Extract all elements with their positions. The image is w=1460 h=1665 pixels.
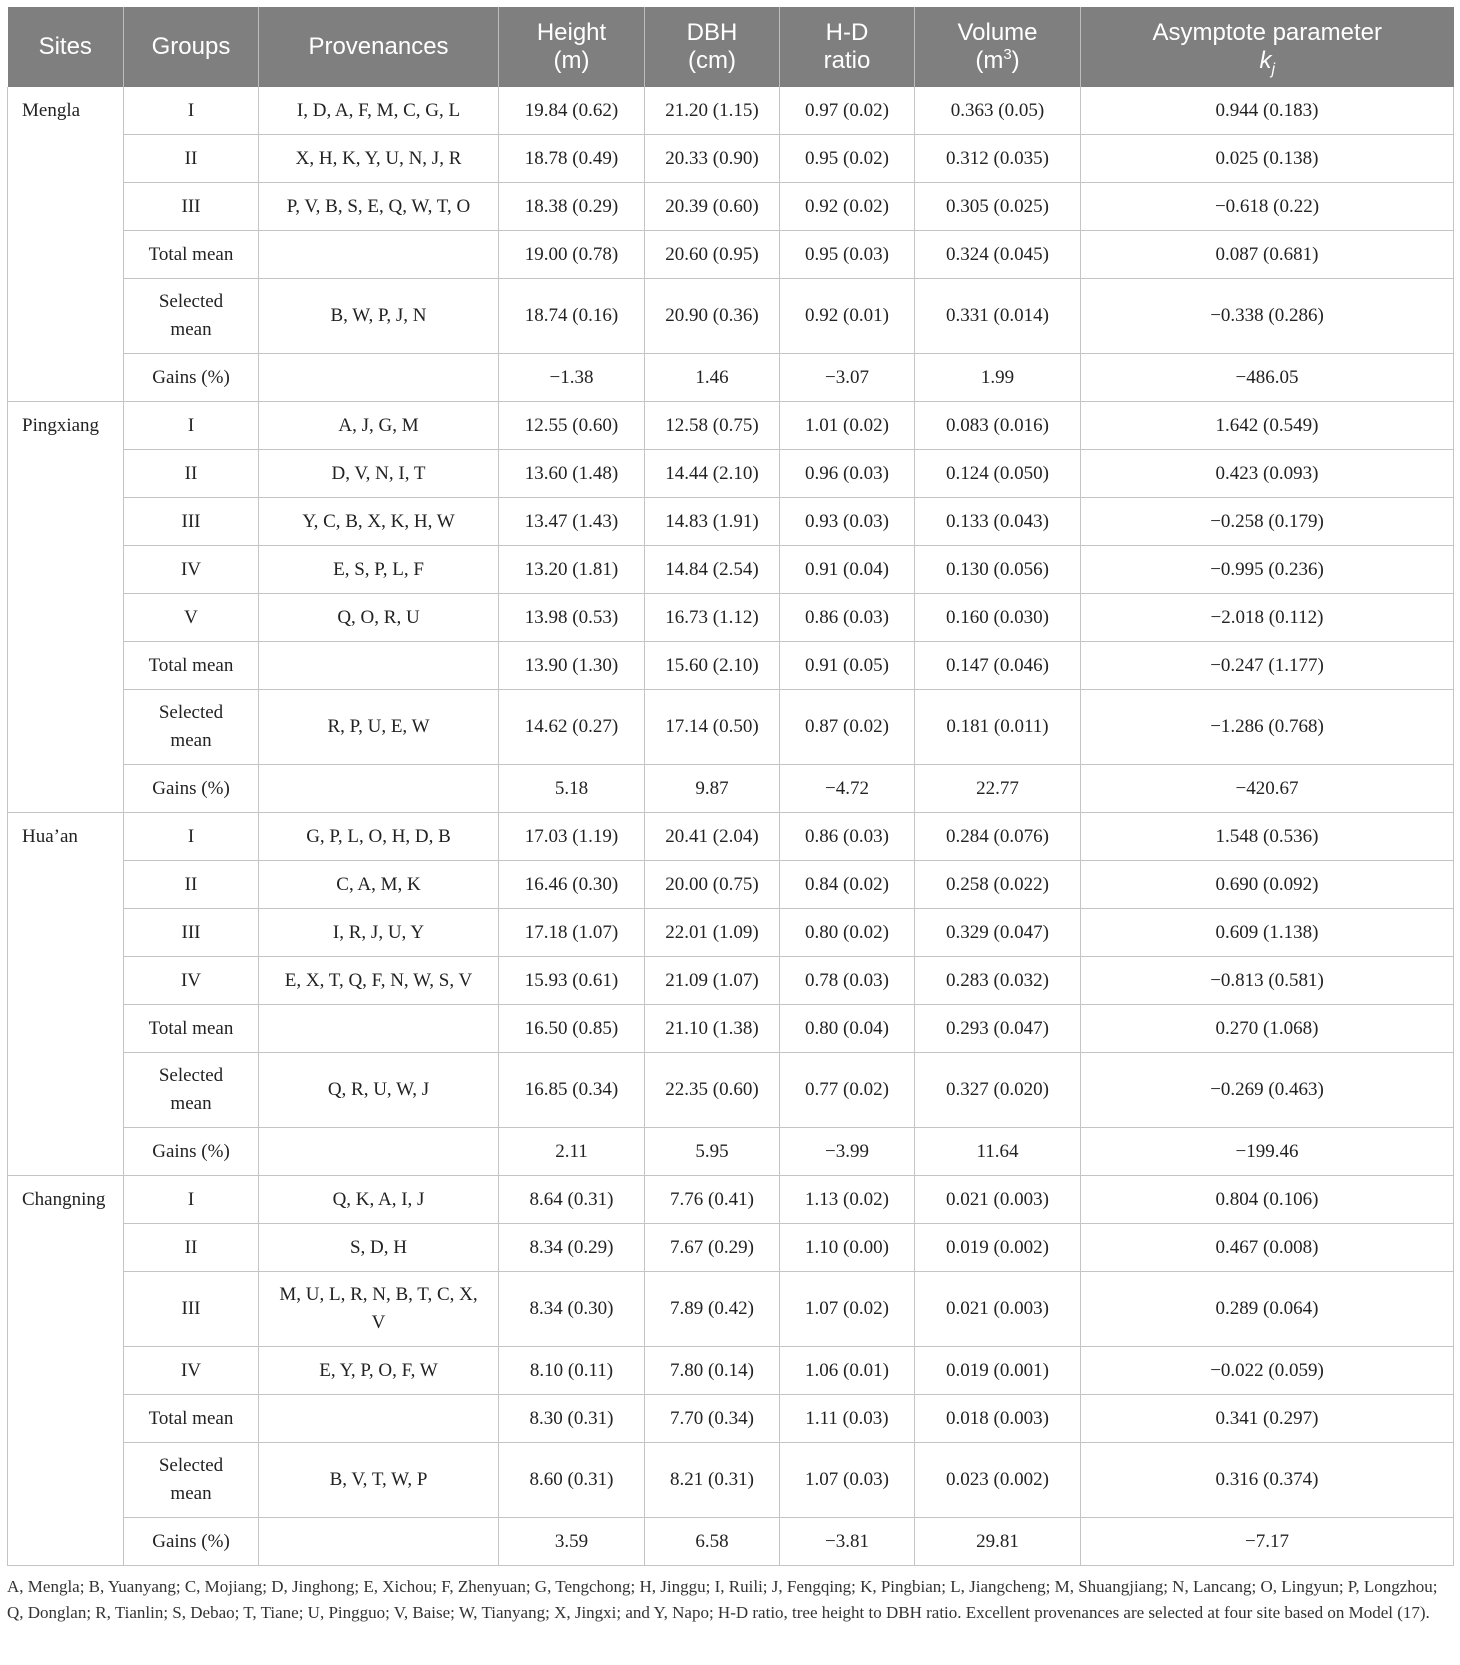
site-cell [8,690,124,765]
hd-ratio-cell: 0.84 (0.02) [780,861,915,909]
dbh-cell: 7.89 (0.42) [645,1272,780,1347]
dbh-cell: 21.10 (1.38) [645,1005,780,1053]
hd-ratio-cell: 1.11 (0.03) [780,1395,915,1443]
hd-ratio-cell: 1.06 (0.01) [780,1347,915,1395]
site-cell [8,957,124,1005]
table-row [8,1005,1454,1053]
height-cell: 13.60 (1.48) [499,450,645,498]
site-cell [8,279,124,354]
dbh-cell: 20.60 (0.95) [645,231,780,279]
table-row [8,135,1454,183]
table-row [8,546,1454,594]
dbh-cell: 14.44 (2.10) [645,450,780,498]
dbh-cell: 20.00 (0.75) [645,861,780,909]
volume-cell: 0.021 (0.003) [915,1176,1081,1224]
group-cell: Gains (%) [124,765,259,813]
site-cell [8,498,124,546]
table-row [8,1224,1454,1272]
site-cell [8,450,124,498]
site-cell [8,231,124,279]
volume-cell: 1.99 [915,354,1081,402]
volume-cell: 0.018 (0.003) [915,1395,1081,1443]
hd-ratio-cell: 0.95 (0.02) [780,135,915,183]
header-groups: Groups [124,7,259,87]
header-dbh: DBH (cm) [645,7,780,87]
asymptote-cell: −7.17 [1081,1518,1454,1566]
volume-cell: 0.284 (0.076) [915,813,1081,861]
dbh-cell: 7.67 (0.29) [645,1224,780,1272]
asymptote-cell: −1.286 (0.768) [1081,690,1454,765]
table-row [8,1272,1454,1347]
header-height: Height (m) [499,7,645,87]
height-cell: 16.50 (0.85) [499,1005,645,1053]
hd-ratio-cell: 0.92 (0.02) [780,183,915,231]
asymptote-cell: 0.423 (0.093) [1081,450,1454,498]
provenances-cell [259,1518,499,1566]
group-cell: III [124,183,259,231]
dbh-cell: 14.84 (2.54) [645,546,780,594]
dbh-cell: 17.14 (0.50) [645,690,780,765]
group-cell: III [124,909,259,957]
height-cell: 18.78 (0.49) [499,135,645,183]
volume-cell: 0.327 (0.020) [915,1053,1081,1128]
hd-ratio-cell: 1.10 (0.00) [780,1224,915,1272]
site-cell [8,183,124,231]
volume-cell: 0.023 (0.002) [915,1443,1081,1518]
height-cell: 2.11 [499,1128,645,1176]
volume-cell: 0.160 (0.030) [915,594,1081,642]
table-row [8,354,1454,402]
site-cell: Changning [8,1176,124,1224]
group-cell: Gains (%) [124,354,259,402]
asymptote-cell: −420.67 [1081,765,1454,813]
site-cell [8,1272,124,1347]
table-row [8,1128,1454,1176]
asymptote-cell: 1.548 (0.536) [1081,813,1454,861]
height-cell: 12.55 (0.60) [499,402,645,450]
dbh-cell: 12.58 (0.75) [645,402,780,450]
group-cell: I [124,87,259,135]
height-cell: 19.84 (0.62) [499,87,645,135]
site-cell [8,642,124,690]
dbh-cell: 9.87 [645,765,780,813]
volume-cell: 0.329 (0.047) [915,909,1081,957]
site-cell [8,1224,124,1272]
height-cell: 8.64 (0.31) [499,1176,645,1224]
dbh-cell: 5.95 [645,1128,780,1176]
asymptote-cell: −0.338 (0.286) [1081,279,1454,354]
site-cell [8,135,124,183]
header-asymptote: Asymptote parameter $k_j$ [1081,7,1454,87]
group-cell: III [124,1272,259,1347]
height-cell: 19.00 (0.78) [499,231,645,279]
table-row [8,279,1454,354]
header-hd-ratio: H-D ratio [780,7,915,87]
group-cell: Gains (%) [124,1128,259,1176]
hd-ratio-cell: 0.80 (0.02) [780,909,915,957]
asymptote-cell: 0.270 (1.068) [1081,1005,1454,1053]
dbh-cell: 21.20 (1.15) [645,87,780,135]
header-volume: Volume $(m^3)$ [915,7,1081,87]
table-row [8,402,1454,450]
dbh-cell: 1.46 [645,354,780,402]
provenances-cell [259,642,499,690]
height-cell: 5.18 [499,765,645,813]
site-cell [8,546,124,594]
hd-ratio-cell: 0.96 (0.03) [780,450,915,498]
hd-ratio-cell: 0.91 (0.05) [780,642,915,690]
provenances-cell: S, D, H [259,1224,499,1272]
volume-cell: 0.283 (0.032) [915,957,1081,1005]
site-cell [8,1395,124,1443]
volume-cell: 0.147 (0.046) [915,642,1081,690]
table-row [8,87,1454,135]
height-cell: 16.46 (0.30) [499,861,645,909]
hd-ratio-cell: −4.72 [780,765,915,813]
volume-cell: 0.331 (0.014) [915,279,1081,354]
dbh-cell: 21.09 (1.07) [645,957,780,1005]
table-row [8,1395,1454,1443]
hd-ratio-cell: 0.93 (0.03) [780,498,915,546]
provenances-cell: Y, C, B, X, K, H, W [259,498,499,546]
provenances-cell: A, J, G, M [259,402,499,450]
hd-ratio-cell: 1.07 (0.03) [780,1443,915,1518]
group-cell: Total mean [124,642,259,690]
asymptote-cell: −0.258 (0.179) [1081,498,1454,546]
height-cell: −1.38 [499,354,645,402]
provenances-cell: Q, O, R, U [259,594,499,642]
provenances-cell: M, U, L, R, N, B, T, C, X, V [259,1272,499,1347]
asymptote-cell: 0.316 (0.374) [1081,1443,1454,1518]
asymptote-cell: 0.609 (1.138) [1081,909,1454,957]
volume-cell: 0.363 (0.05) [915,87,1081,135]
table-row [8,450,1454,498]
site-cell: Hua’an [8,813,124,861]
table-row [8,1347,1454,1395]
table-row [8,1443,1454,1518]
volume-cell: 11.64 [915,1128,1081,1176]
provenances-cell [259,1005,499,1053]
asymptote-cell: −0.247 (1.177) [1081,642,1454,690]
volume-cell: 22.77 [915,765,1081,813]
volume-cell: 0.019 (0.002) [915,1224,1081,1272]
group-cell: IV [124,957,259,1005]
dbh-cell: 22.35 (0.60) [645,1053,780,1128]
hd-ratio-cell: −3.99 [780,1128,915,1176]
height-cell: 8.34 (0.30) [499,1272,645,1347]
group-cell: Selected mean [124,1053,259,1128]
provenances-cell [259,354,499,402]
provenances-cell: B, W, P, J, N [259,279,499,354]
provenances-cell: E, Y, P, O, F, W [259,1347,499,1395]
hd-ratio-cell: 0.80 (0.04) [780,1005,915,1053]
volume-cell: 0.021 (0.003) [915,1272,1081,1347]
dbh-cell: 7.80 (0.14) [645,1347,780,1395]
asymptote-cell: 0.341 (0.297) [1081,1395,1454,1443]
provenances-cell: I, D, A, F, M, C, G, L [259,87,499,135]
provenances-cell: X, H, K, Y, U, N, J, R [259,135,499,183]
provenances-cell [259,1395,499,1443]
asymptote-cell: −0.813 (0.581) [1081,957,1454,1005]
site-cell: Pingxiang [8,402,124,450]
hd-ratio-cell: −3.81 [780,1518,915,1566]
dbh-cell: 15.60 (2.10) [645,642,780,690]
height-cell: 3.59 [499,1518,645,1566]
header-row [8,7,1454,87]
provenances-cell: E, X, T, Q, F, N, W, S, V [259,957,499,1005]
asymptote-cell: 1.642 (0.549) [1081,402,1454,450]
dbh-cell: 7.70 (0.34) [645,1395,780,1443]
hd-ratio-cell: 0.77 (0.02) [780,1053,915,1128]
hd-ratio-cell: 0.95 (0.03) [780,231,915,279]
group-cell: I [124,402,259,450]
provenances-cell [259,1128,499,1176]
table-row [8,690,1454,765]
volume-cell: 0.324 (0.045) [915,231,1081,279]
asymptote-cell: −199.46 [1081,1128,1454,1176]
provenance-table [7,7,1454,1566]
site-cell [8,1518,124,1566]
provenances-cell: P, V, B, S, E, Q, W, T, O [259,183,499,231]
group-cell: IV [124,1347,259,1395]
volume-cell: 0.133 (0.043) [915,498,1081,546]
site-cell [8,1443,124,1518]
site-cell: Mengla [8,87,124,135]
table-body [8,87,1454,1566]
group-cell: Selected mean [124,1443,259,1518]
table-row [8,1518,1454,1566]
group-cell: V [124,594,259,642]
group-cell: Total mean [124,1005,259,1053]
table-row [8,957,1454,1005]
group-cell: I [124,813,259,861]
group-cell: III [124,498,259,546]
asymptote-cell: −0.022 (0.059) [1081,1347,1454,1395]
asymptote-cell: 0.289 (0.064) [1081,1272,1454,1347]
volume-cell: 0.293 (0.047) [915,1005,1081,1053]
height-cell: 8.10 (0.11) [499,1347,645,1395]
group-cell: II [124,1224,259,1272]
asymptote-cell: −0.618 (0.22) [1081,183,1454,231]
provenances-cell: I, R, J, U, Y [259,909,499,957]
volume-cell: 0.305 (0.025) [915,183,1081,231]
hd-ratio-cell: 1.13 (0.02) [780,1176,915,1224]
height-cell: 15.93 (0.61) [499,957,645,1005]
provenances-cell: E, S, P, L, F [259,546,499,594]
volume-cell: 0.258 (0.022) [915,861,1081,909]
provenances-cell [259,231,499,279]
provenances-cell [259,765,499,813]
volume-cell: 0.130 (0.056) [915,546,1081,594]
site-cell [8,909,124,957]
asymptote-cell: −2.018 (0.112) [1081,594,1454,642]
asymptote-cell: 0.690 (0.092) [1081,861,1454,909]
site-cell [8,1128,124,1176]
hd-ratio-cell: 0.86 (0.03) [780,594,915,642]
hd-ratio-cell: 0.78 (0.03) [780,957,915,1005]
table-row [8,861,1454,909]
asymptote-cell: −486.05 [1081,354,1454,402]
group-cell: II [124,861,259,909]
table-row [8,813,1454,861]
asymptote-cell: 0.804 (0.106) [1081,1176,1454,1224]
provenances-cell: Q, R, U, W, J [259,1053,499,1128]
provenances-cell: G, P, L, O, H, D, B [259,813,499,861]
height-cell: 13.98 (0.53) [499,594,645,642]
provenances-cell: B, V, T, W, P [259,1443,499,1518]
table-footnote: A, Mengla; B, Yuanyang; C, Mojiang; D, Jinghong; E, Xichou; F, Zhenyuan; G, Tengchong; H, Jinggu; I, Ruili; J, Fengqing; K, Pingbian; L, Jiangcheng; M, Shuangjiang; N, Lancang; O, Lingyun; P, Longzhou; Q, Donglan; R, Tianlin; S, Debao; T, Tiane; U, Pingguo; V, Baise; W, Tianyang; X, Jingxi; and Y, Napo; H-D ratio, tree height to DBH ratio. Excellent provenances are selected at four site based on Model (17). [7,1577,1438,1622]
site-cell [8,1005,124,1053]
height-cell: 13.20 (1.81) [499,546,645,594]
hd-ratio-cell: 0.92 (0.01) [780,279,915,354]
table-row [8,231,1454,279]
dbh-cell: 20.33 (0.90) [645,135,780,183]
height-cell: 16.85 (0.34) [499,1053,645,1128]
dbh-cell: 6.58 [645,1518,780,1566]
volume-cell: 0.124 (0.050) [915,450,1081,498]
dbh-cell: 8.21 (0.31) [645,1443,780,1518]
hd-ratio-cell: 0.97 (0.02) [780,87,915,135]
asymptote-cell: 0.025 (0.138) [1081,135,1454,183]
table-row [8,594,1454,642]
height-cell: 18.38 (0.29) [499,183,645,231]
hd-ratio-cell: 0.91 (0.04) [780,546,915,594]
asymptote-cell: 0.467 (0.008) [1081,1224,1454,1272]
height-cell: 17.18 (1.07) [499,909,645,957]
height-cell: 8.30 (0.31) [499,1395,645,1443]
height-cell: 13.90 (1.30) [499,642,645,690]
table-row [8,909,1454,957]
height-cell: 14.62 (0.27) [499,690,645,765]
height-cell: 13.47 (1.43) [499,498,645,546]
dbh-cell: 7.76 (0.41) [645,1176,780,1224]
asymptote-cell: −0.995 (0.236) [1081,546,1454,594]
table-row [8,1053,1454,1128]
group-cell: Total mean [124,231,259,279]
site-cell [8,1053,124,1128]
height-cell: 17.03 (1.19) [499,813,645,861]
hd-ratio-cell: 1.07 (0.02) [780,1272,915,1347]
group-cell: Total mean [124,1395,259,1443]
provenances-cell: R, P, U, E, W [259,690,499,765]
dbh-cell: 16.73 (1.12) [645,594,780,642]
hd-ratio-cell: −3.07 [780,354,915,402]
hd-ratio-cell: 0.87 (0.02) [780,690,915,765]
hd-ratio-cell: 1.01 (0.02) [780,402,915,450]
volume-cell: 0.181 (0.011) [915,690,1081,765]
volume-cell: 29.81 [915,1518,1081,1566]
site-cell [8,765,124,813]
site-cell [8,354,124,402]
height-cell: 8.60 (0.31) [499,1443,645,1518]
group-cell: IV [124,546,259,594]
header-sites: Sites [8,7,124,87]
dbh-cell: 20.39 (0.60) [645,183,780,231]
hd-ratio-cell: 0.86 (0.03) [780,813,915,861]
table-row [8,183,1454,231]
asymptote-cell: 0.944 (0.183) [1081,87,1454,135]
dbh-cell: 14.83 (1.91) [645,498,780,546]
provenances-cell: Q, K, A, I, J [259,1176,499,1224]
volume-cell: 0.083 (0.016) [915,402,1081,450]
volume-cell: 0.019 (0.001) [915,1347,1081,1395]
dbh-cell: 22.01 (1.09) [645,909,780,957]
asymptote-cell: −0.269 (0.463) [1081,1053,1454,1128]
table-container [7,7,1453,1626]
group-cell: II [124,135,259,183]
group-cell: Gains (%) [124,1518,259,1566]
table-row [8,642,1454,690]
group-cell: Selected mean [124,690,259,765]
dbh-cell: 20.90 (0.36) [645,279,780,354]
dbh-cell: 20.41 (2.04) [645,813,780,861]
table-row [8,1176,1454,1224]
header-provenances: Provenances [259,7,499,87]
provenances-cell: D, V, N, I, T [259,450,499,498]
asymptote-cell: 0.087 (0.681) [1081,231,1454,279]
site-cell [8,1347,124,1395]
group-cell: Selected mean [124,279,259,354]
table-row [8,498,1454,546]
height-cell: 8.34 (0.29) [499,1224,645,1272]
site-cell [8,594,124,642]
height-cell: 18.74 (0.16) [499,279,645,354]
provenances-cell: C, A, M, K [259,861,499,909]
group-cell: I [124,1176,259,1224]
volume-cell: 0.312 (0.035) [915,135,1081,183]
group-cell: II [124,450,259,498]
table-row [8,765,1454,813]
site-cell [8,861,124,909]
